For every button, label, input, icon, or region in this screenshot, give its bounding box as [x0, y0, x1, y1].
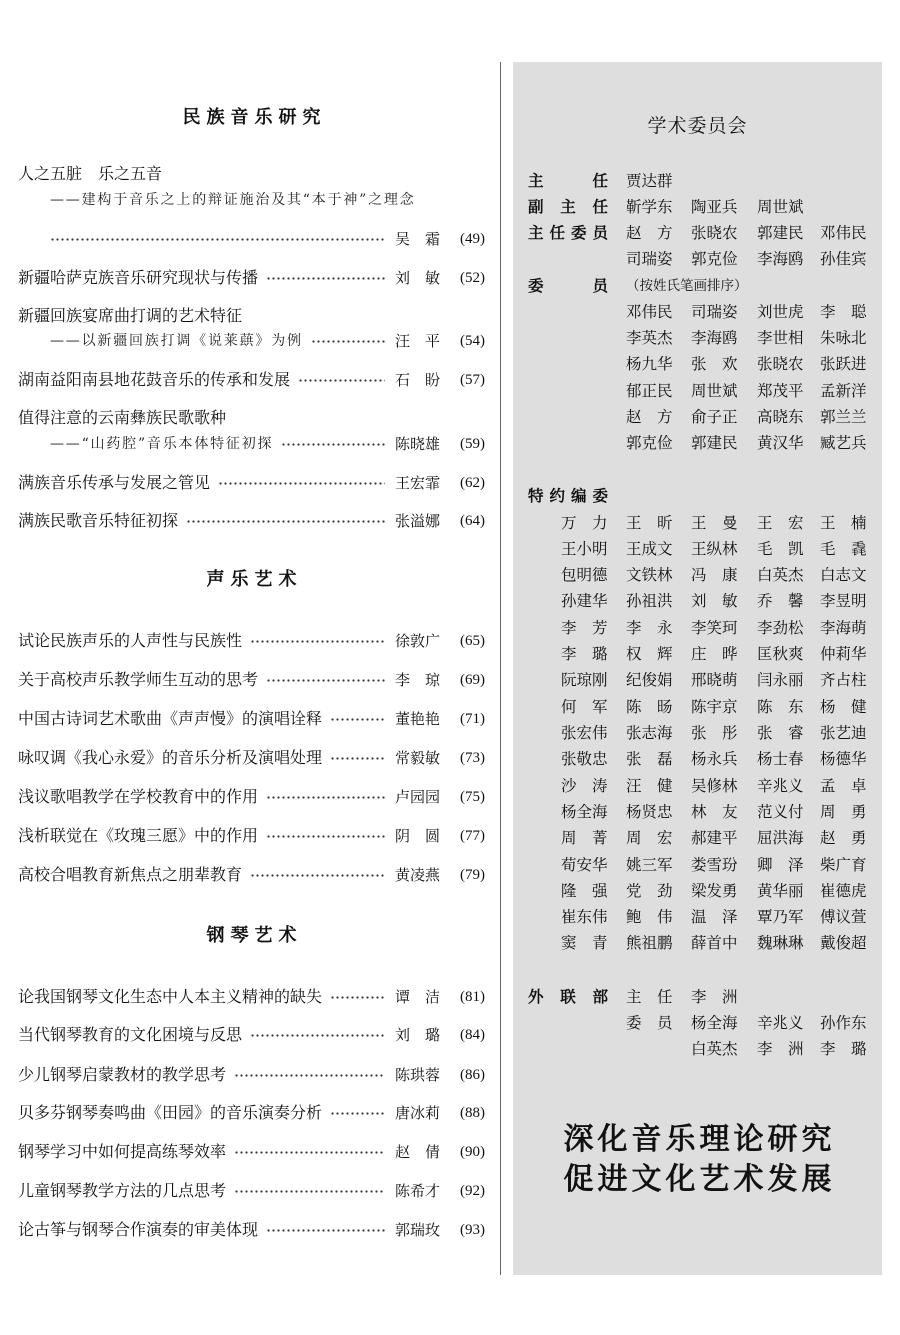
article-title: 当代钢琴教育的文化困境与反思 — [18, 1025, 243, 1044]
committee-row — [513, 248, 882, 270]
page-number: (81) — [460, 989, 485, 1005]
member-name: 覃乃军 — [757, 908, 804, 926]
member-name: 杨全海 — [691, 1014, 738, 1032]
author-name: 郭瑞玫 — [395, 1221, 441, 1239]
special-editor-row — [513, 696, 882, 718]
special-editor-row — [513, 564, 882, 586]
member-name: 杨九华 — [626, 355, 673, 373]
member-name: 王小明 — [561, 540, 608, 558]
dot-leader — [266, 1228, 385, 1233]
member-name: 孙佳宾 — [820, 250, 867, 268]
member-name: 庄 晔 — [691, 645, 738, 663]
member-name: 司瑞姿 — [626, 250, 673, 268]
special-editor-row — [513, 801, 882, 823]
member-name: 郭克俭 — [691, 250, 738, 268]
page-number: (62) — [460, 475, 485, 491]
page-number: (64) — [460, 513, 485, 529]
member-name: 张宏伟 — [561, 724, 608, 742]
member-name: 杨德华 — [820, 750, 867, 768]
article-subtitle: ——“山药腔”音乐本体特征初探 — [50, 436, 274, 452]
member-name: 张志海 — [626, 724, 673, 742]
member-name: 权 辉 — [626, 645, 673, 663]
member-name: 李 璐 — [561, 645, 608, 663]
member-name: 高晓东 — [757, 408, 804, 426]
page-number: (88) — [460, 1105, 485, 1121]
page-number: (69) — [460, 672, 485, 688]
member-name: 闫永丽 — [757, 671, 804, 689]
member-name: 孟 卓 — [820, 777, 867, 795]
author-name: 赵 倩 — [395, 1143, 441, 1161]
role-label: 副 主 任 — [528, 198, 608, 216]
article-title: 儿童钢琴教学方法的几点思考 — [18, 1181, 227, 1200]
member-name: 吴修林 — [691, 777, 738, 795]
dot-leader — [50, 237, 385, 242]
committee-row — [513, 222, 882, 244]
member-name: 郭建民 — [757, 224, 804, 242]
section-heading: 钢琴艺术 — [206, 925, 303, 946]
member-name: 白英杰 — [691, 1040, 738, 1058]
author-name: 刘 璐 — [395, 1026, 441, 1044]
article-title: 浅议歌唱教学在学校教育中的作用 — [18, 787, 259, 806]
dot-leader — [330, 717, 385, 722]
member-name: 王 楠 — [820, 514, 867, 532]
member-name: 俞子正 — [691, 408, 738, 426]
member-name: 周世斌 — [757, 198, 804, 216]
member-name: 朱咏北 — [820, 329, 867, 347]
member-name: 辛兆义 — [757, 777, 804, 795]
member-name: 王成文 — [626, 540, 673, 558]
dot-leader — [298, 378, 385, 383]
dot-leader — [311, 339, 385, 344]
article-title: 值得注意的云南彝族民歌歌种 — [18, 408, 227, 427]
page-number: (75) — [460, 789, 485, 805]
member-name: 文铁林 — [626, 566, 673, 584]
committee-row — [513, 327, 882, 349]
member-name: 刘世虎 — [757, 303, 804, 321]
article-title: 论我国钢琴文化生态中人本主义精神的缺失 — [18, 987, 323, 1006]
member-name: 匡秋爽 — [757, 645, 804, 663]
member-name: 姚三军 — [626, 856, 673, 874]
member-name: 杨 健 — [820, 698, 867, 716]
author-name: 陈晓雄 — [395, 435, 441, 453]
member-name: 傅议萱 — [820, 908, 867, 926]
article-title: 贝多芬钢琴奏鸣曲《田园》的音乐演奏分析 — [18, 1103, 323, 1122]
special-editor-row — [513, 669, 882, 691]
member-name: 张晓农 — [691, 224, 738, 242]
committee-row — [513, 380, 882, 402]
dot-leader — [330, 1111, 385, 1116]
member-name: 杨永兵 — [691, 750, 738, 768]
member-name: 赵 方 — [626, 408, 673, 426]
committee-row — [513, 485, 882, 507]
member-name: 郁正民 — [626, 382, 673, 400]
member-name: 乔 馨 — [757, 592, 804, 610]
member-name: 万 力 — [561, 514, 608, 532]
member-name: 张 彤 — [691, 724, 738, 742]
committee-row — [513, 170, 882, 192]
member-name: 陶亚兵 — [691, 198, 738, 216]
author-name: 汪 平 — [395, 332, 441, 350]
member-name: 隆 强 — [561, 882, 608, 900]
dot-leader — [330, 995, 385, 1000]
member-name: 林 友 — [691, 803, 738, 821]
page-number: (59) — [460, 436, 485, 452]
special-editor-row — [513, 538, 882, 560]
author-name: 石 盼 — [395, 371, 441, 389]
author-name: 李 琼 — [395, 671, 441, 689]
member-name: 孟新洋 — [820, 382, 867, 400]
article-title: 新疆回族宴席曲打调的艺术特征 — [18, 306, 243, 325]
author-name: 常毅敏 — [395, 749, 441, 767]
special-editor-row — [513, 775, 882, 797]
member-name: 孙祖洪 — [626, 592, 673, 610]
author-name: 陈希才 — [395, 1182, 441, 1200]
dot-leader — [234, 1189, 385, 1194]
member-name: 崔东伟 — [561, 908, 608, 926]
author-name: 王宏霏 — [395, 474, 441, 492]
dot-leader — [218, 481, 385, 486]
page-number: (93) — [460, 1222, 485, 1238]
article-subtitle: ——以新疆回族打调《说莱蕻》为例 — [50, 333, 303, 349]
dot-leader — [266, 795, 385, 800]
page-number: (84) — [460, 1027, 485, 1043]
member-name: 张晓农 — [757, 355, 804, 373]
special-editor-row — [513, 748, 882, 770]
author-name: 唐冰莉 — [395, 1104, 441, 1122]
member-name: 张敬忠 — [561, 750, 608, 768]
article-title: 人之五脏 乐之五音 — [18, 164, 163, 183]
page-number: (77) — [460, 828, 485, 844]
article-title: 中国古诗词艺术歌曲《声声慢》的演唱诠释 — [18, 709, 323, 728]
member-name: 李 芳 — [561, 619, 608, 637]
committee-row — [513, 406, 882, 428]
special-editor-row — [513, 722, 882, 744]
member-name: 黄汉华 — [757, 434, 804, 452]
role-label: 特约编委 — [528, 487, 608, 505]
page-number: (92) — [460, 1183, 485, 1199]
member-name: 荀安华 — [561, 856, 608, 874]
section-heading: 声乐艺术 — [206, 569, 303, 590]
dot-leader — [266, 834, 385, 839]
committee-row — [513, 986, 882, 1008]
page-number: (71) — [460, 711, 485, 727]
member-name: 王 曼 — [691, 514, 738, 532]
article-title: 关于高校声乐教学师生互动的思考 — [18, 670, 259, 689]
member-name: 范义付 — [757, 803, 804, 821]
page-number: (86) — [460, 1067, 485, 1083]
member-name: 张 欢 — [691, 355, 738, 373]
member-name: 辛兆义 — [757, 1014, 804, 1032]
special-editor-row — [513, 617, 882, 639]
dot-leader — [250, 639, 385, 644]
role-label: 主任委员 — [528, 224, 608, 242]
member-name: 赵 勇 — [820, 829, 867, 847]
member-name: 王 昕 — [626, 514, 673, 532]
member-name: 张 睿 — [757, 724, 804, 742]
member-name: 李笑珂 — [691, 619, 738, 637]
member-name: 温 泽 — [691, 908, 738, 926]
table-of-contents — [18, 0, 485, 1275]
member-name: 李海鸥 — [757, 250, 804, 268]
member-name: 杨全海 — [561, 803, 608, 821]
article-title: 咏叹调《我心永爱》的音乐分析及演唱处理 — [18, 748, 323, 767]
special-editor-row — [513, 932, 882, 954]
dot-leader — [250, 873, 385, 878]
member-name: 窦 青 — [561, 934, 608, 952]
member-name: 何 军 — [561, 698, 608, 716]
member-name: 陈 东 — [757, 698, 804, 716]
member-name: 李海萌 — [820, 619, 867, 637]
member-name: 赵 方 — [626, 224, 673, 242]
member-name: 孙作东 — [820, 1014, 867, 1032]
special-editor-row — [513, 906, 882, 928]
member-name: 齐占柱 — [820, 671, 867, 689]
member-name: 李劲松 — [757, 619, 804, 637]
slogan-line: 深化音乐理论研究 — [563, 1122, 836, 1157]
role-label: 委 员 — [528, 277, 608, 295]
member-name: 郭兰兰 — [820, 408, 867, 426]
member-name: 周 宏 — [626, 829, 673, 847]
dot-leader — [234, 1073, 385, 1078]
article-title: 高校合唱教育新焦点之朋辈教育 — [18, 865, 243, 884]
member-name: 周 菁 — [561, 829, 608, 847]
column-divider — [500, 62, 501, 1275]
page-number: (65) — [460, 633, 485, 649]
article-subtitle: ——建构于音乐之上的辩证施治及其“本于神”之理念 — [50, 192, 416, 208]
member-name: 陈宇京 — [691, 698, 738, 716]
member-name: 党 劲 — [626, 882, 673, 900]
committee-row — [513, 1012, 882, 1034]
member-name: 魏琳琳 — [757, 934, 804, 952]
committee-row — [513, 353, 882, 375]
member-name: 王纵林 — [691, 540, 738, 558]
special-editor-row — [513, 827, 882, 849]
page-number: (90) — [460, 1144, 485, 1160]
member-name: 白英杰 — [757, 566, 804, 584]
member-name: 邓伟民 — [820, 224, 867, 242]
member-name: 郭克俭 — [626, 434, 673, 452]
member-name: 卿 泽 — [757, 856, 804, 874]
member-name: 娄雪玢 — [691, 856, 738, 874]
member-name: 沙 涛 — [561, 777, 608, 795]
author-name: 吴 霜 — [395, 230, 441, 248]
member-name: 毛 毳 — [820, 540, 867, 558]
member-name: 李 璐 — [820, 1040, 867, 1058]
member-name: 柴广育 — [820, 856, 867, 874]
member-name: 仲莉华 — [820, 645, 867, 663]
member-name: 李昱明 — [820, 592, 867, 610]
author-name: 刘 敏 — [395, 269, 441, 287]
member-name: 冯 康 — [691, 566, 738, 584]
page-number: (49) — [460, 231, 485, 247]
member-name: 杨贤忠 — [626, 803, 673, 821]
member-name: 张艺迪 — [820, 724, 867, 742]
member-name: 李 洲 — [691, 988, 738, 1006]
member-name: 屈洪海 — [757, 829, 804, 847]
member-name: 李海鸥 — [691, 329, 738, 347]
member-name: 司瑞姿 — [691, 303, 738, 321]
dot-leader — [186, 519, 385, 524]
member-name: 李 洲 — [757, 1040, 804, 1058]
member-name: 臧艺兵 — [820, 434, 867, 452]
author-name: 卢园园 — [395, 788, 441, 806]
slogan-line: 促进文化艺术发展 — [563, 1162, 836, 1197]
member-name: 郝建平 — [691, 829, 738, 847]
member-name: 薛首中 — [691, 934, 738, 952]
member-name: 李英杰 — [626, 329, 673, 347]
member-name: 王 宏 — [757, 514, 804, 532]
member-name: 周世斌 — [691, 382, 738, 400]
committee-row — [513, 301, 882, 323]
member-name: 孙建华 — [561, 592, 608, 610]
page-number: (54) — [460, 333, 485, 349]
special-editor-row — [513, 854, 882, 876]
role-label: 主 任 — [528, 172, 608, 190]
author-name: 谭 洁 — [395, 988, 441, 1006]
article-title: 满族民歌音乐特征初探 — [18, 511, 179, 530]
special-editor-row — [513, 880, 882, 902]
committee-title: 学术委员会 — [647, 115, 748, 137]
page-number: (73) — [460, 750, 485, 766]
page-number: (79) — [460, 867, 485, 883]
member-name: 陈 旸 — [626, 698, 673, 716]
dot-leader — [330, 756, 385, 761]
ordering-note: （按姓氏笔画排序） — [626, 278, 748, 294]
member-name: 毛 凯 — [757, 540, 804, 558]
member-name: 阮琼刚 — [561, 671, 608, 689]
member-name: 杨士春 — [757, 750, 804, 768]
dot-leader — [266, 678, 385, 683]
member-name: 郭建民 — [691, 434, 738, 452]
dot-leader — [234, 1150, 385, 1155]
role-label: 外 联 部 — [528, 988, 608, 1006]
sub-role-label: 主 任 — [626, 988, 673, 1006]
member-name: 李 聪 — [820, 303, 867, 321]
dot-leader — [250, 1033, 385, 1038]
special-editor-row — [513, 512, 882, 534]
member-name: 贾达群 — [626, 172, 673, 190]
author-name: 张溢娜 — [395, 512, 441, 530]
article-title: 满族音乐传承与发展之管见 — [18, 473, 211, 492]
member-name: 张跃进 — [820, 355, 867, 373]
member-name: 崔德虎 — [820, 882, 867, 900]
committee-panel — [513, 62, 882, 1275]
member-name: 汪 健 — [626, 777, 673, 795]
member-name: 鲍 伟 — [626, 908, 673, 926]
article-title: 浅析联觉在《玫瑰三愿》中的作用 — [18, 826, 259, 845]
article-title: 论古筝与钢琴合作演奏的审美体现 — [18, 1220, 259, 1239]
committee-row — [513, 196, 882, 218]
author-name: 徐敦广 — [395, 632, 441, 650]
member-name: 黄华丽 — [757, 882, 804, 900]
member-name: 靳学东 — [626, 198, 673, 216]
member-name: 李 永 — [626, 619, 673, 637]
member-name: 纪俊娟 — [626, 671, 673, 689]
section-heading: 民族音乐研究 — [182, 107, 327, 128]
member-name: 梁发勇 — [691, 882, 738, 900]
special-editor-row — [513, 643, 882, 665]
author-name: 董艳艳 — [395, 710, 441, 728]
member-name: 张 磊 — [626, 750, 673, 768]
dot-leader — [281, 442, 385, 447]
committee-row — [513, 432, 882, 454]
sub-role-label: 委 员 — [626, 1014, 673, 1032]
article-title: 湖南益阳南县地花鼓音乐的传承和发展 — [18, 370, 291, 389]
dot-leader — [266, 276, 385, 281]
page-number: (57) — [460, 372, 485, 388]
committee-row — [513, 1038, 882, 1060]
member-name: 戴俊超 — [820, 934, 867, 952]
member-name: 白志文 — [820, 566, 867, 584]
author-name: 陈珙蓉 — [395, 1066, 441, 1084]
member-name: 熊祖鹏 — [626, 934, 673, 952]
special-editor-row — [513, 590, 882, 612]
member-name: 李世相 — [757, 329, 804, 347]
member-name: 刘 敏 — [691, 592, 738, 610]
article-title: 试论民族声乐的人声性与民族性 — [18, 631, 243, 650]
committee-row — [513, 275, 882, 297]
author-name: 黄凌燕 — [395, 866, 441, 884]
author-name: 阴 圆 — [395, 827, 441, 845]
member-name: 包明德 — [561, 566, 608, 584]
member-name: 邢晓萌 — [691, 671, 738, 689]
page-number: (52) — [460, 270, 485, 286]
article-title: 钢琴学习中如何提高练琴效率 — [18, 1142, 227, 1161]
article-title: 少儿钢琴启蒙教材的教学思考 — [18, 1065, 227, 1084]
article-title: 新疆哈萨克族音乐研究现状与传播 — [18, 268, 259, 287]
member-name: 周 勇 — [820, 803, 867, 821]
member-name: 郑茂平 — [757, 382, 804, 400]
member-name: 邓伟民 — [626, 303, 673, 321]
